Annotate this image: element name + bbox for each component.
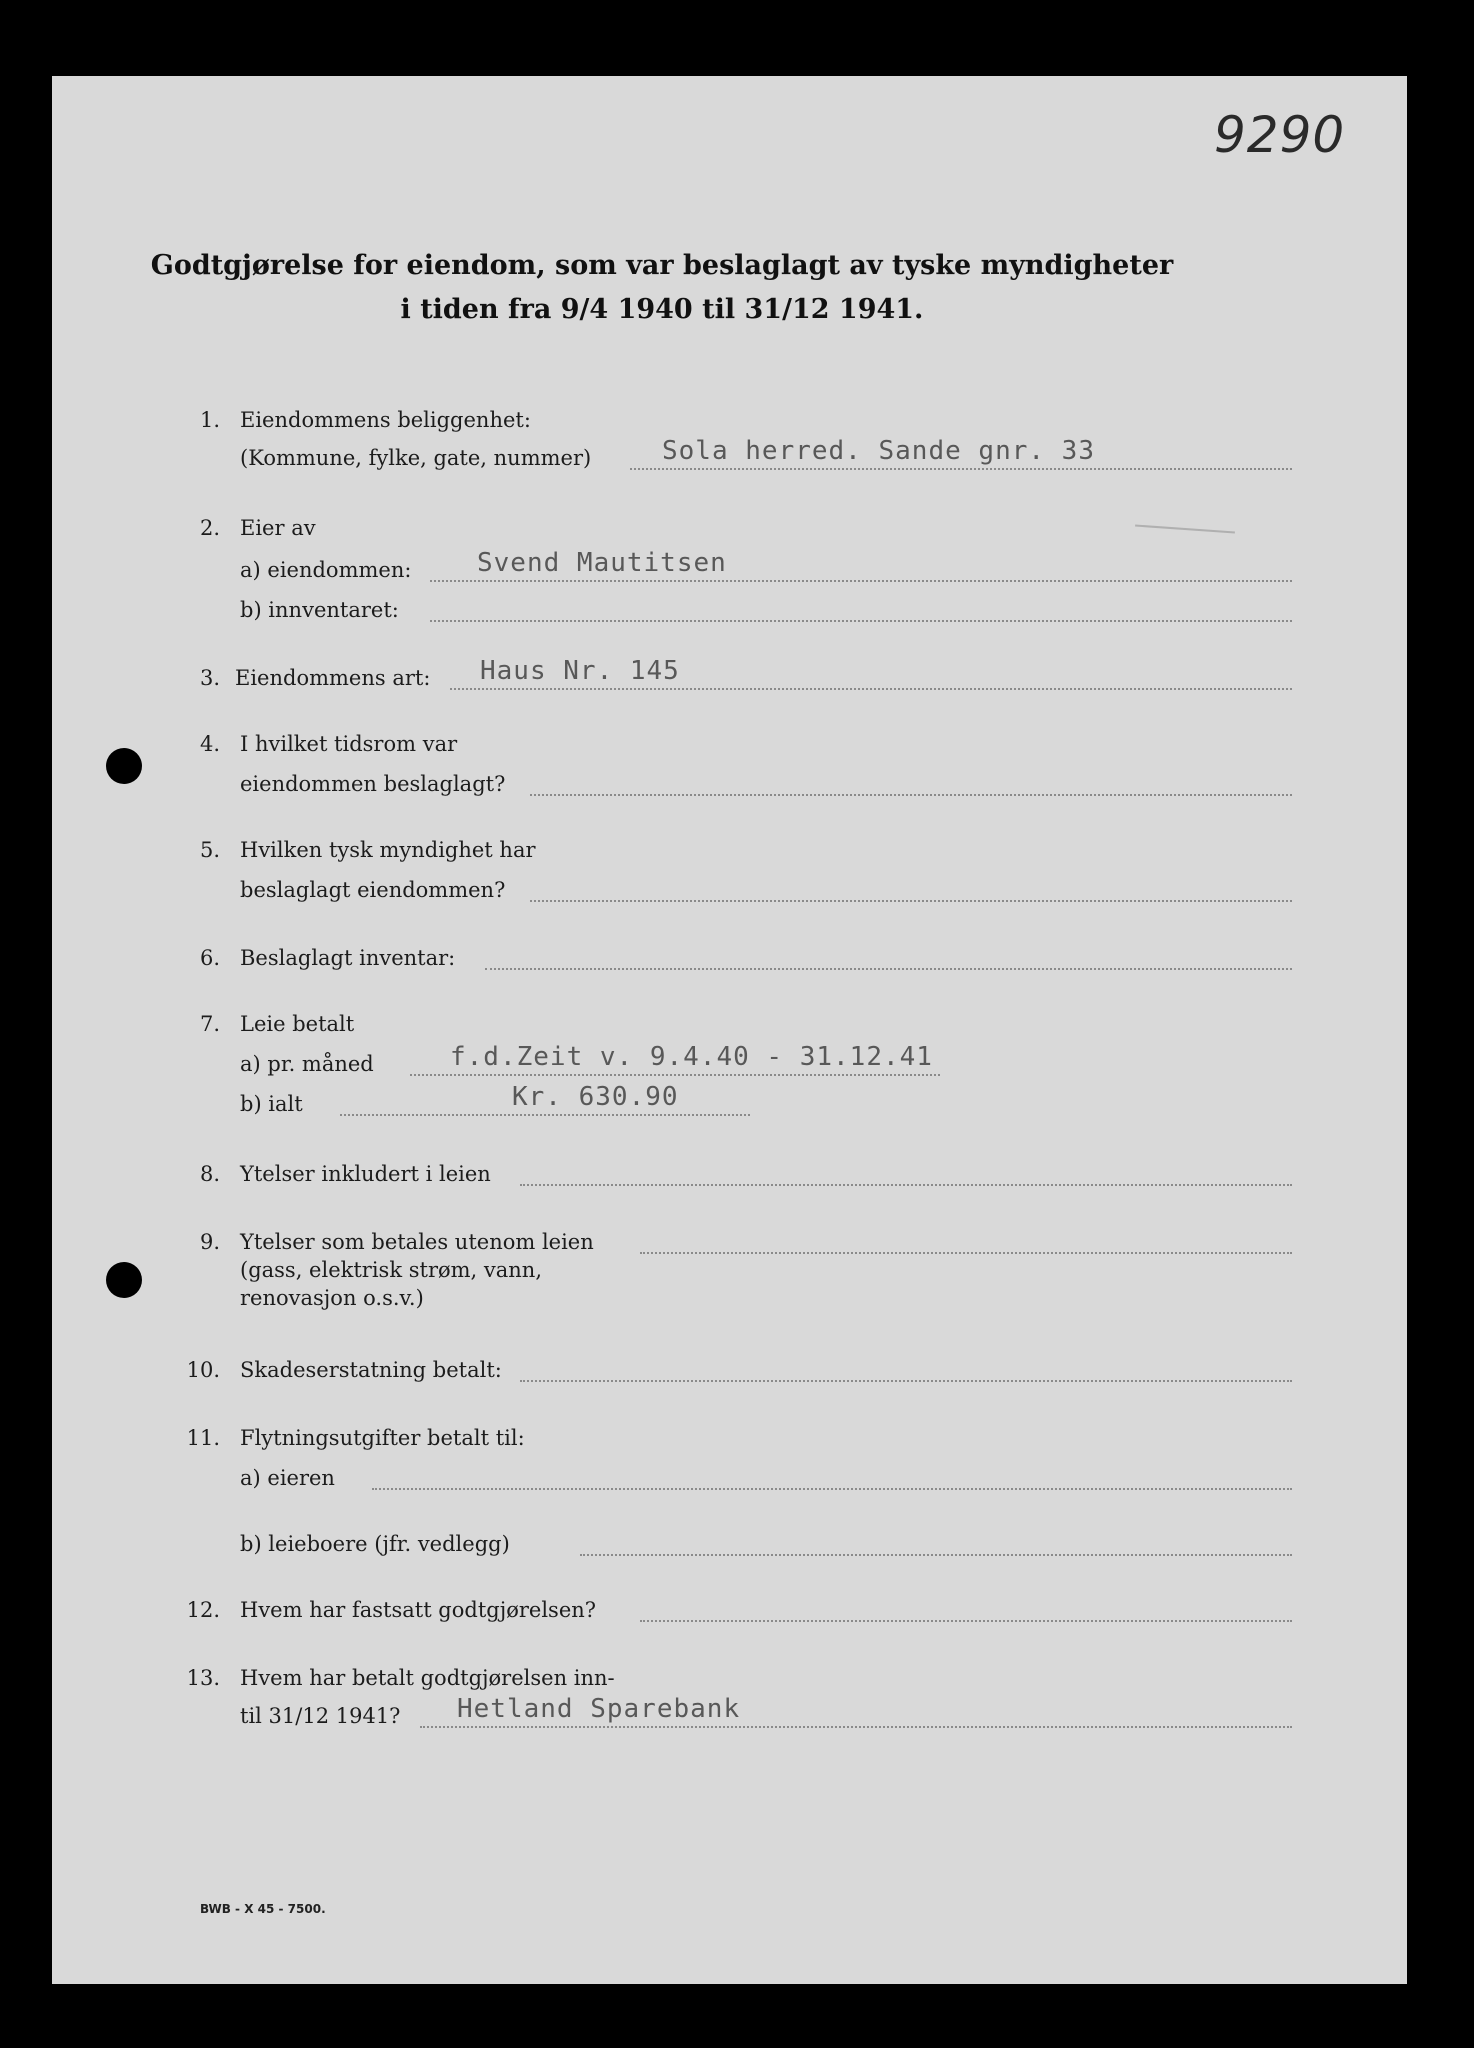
item-11a-label: a) eieren [240, 1466, 335, 1490]
item-11-label: Flytningsutgifter betalt til: [240, 1426, 525, 1450]
item-13-line [420, 1726, 1292, 1728]
punch-hole-top [106, 748, 142, 784]
item-6-number: 6. [199, 946, 220, 970]
item-3-line [450, 688, 1292, 690]
item-5-line [530, 900, 1292, 902]
item-9-sublabel-1: (gass, elektrisk strøm, vann, [240, 1258, 542, 1282]
item-11a-line [372, 1488, 1292, 1490]
item-9-line [640, 1252, 1292, 1254]
item-11-number: 11. [186, 1426, 220, 1450]
item-2-label: Eier av [240, 516, 316, 540]
item-5-number: 5. [199, 838, 220, 862]
pen-stroke [1135, 525, 1235, 534]
item-3-label: Eiendommens art: [235, 666, 431, 690]
item-2b-label: b) innventaret: [240, 598, 399, 622]
form-sheet [52, 76, 1407, 1984]
item-11b-line [580, 1554, 1292, 1556]
item-7b-value: Kr. 630.90 [512, 1082, 679, 1112]
item-10-label: Skadeserstatning betalt: [240, 1358, 502, 1382]
punch-hole-bottom [106, 1262, 142, 1298]
item-2a-label: a) eiendommen: [240, 558, 412, 582]
item-9-label: Ytelser som betales utenom leien [240, 1230, 594, 1254]
item-13-number: 13. [186, 1666, 220, 1690]
item-3-value: Haus Nr. 145 [480, 656, 680, 686]
item-2a-line [430, 580, 1292, 582]
item-1-value: Sola herred. Sande gnr. 33 [662, 436, 1095, 466]
title-line-1: Godtgjørelse for eiendom, som var beslaglagt av tyske myndigheter [150, 250, 1174, 281]
item-3-number: 3. [199, 666, 220, 690]
item-10-number: 10. [186, 1358, 220, 1382]
item-7-label: Leie betalt [240, 1012, 355, 1036]
item-4-sublabel: eiendommen beslaglagt? [240, 772, 506, 796]
item-11b-label: b) leieboere (jfr. vedlegg) [240, 1532, 510, 1556]
item-13-sublabel: til 31/12 1941? [240, 1704, 401, 1728]
item-6-label: Beslaglagt inventar: [240, 946, 456, 970]
item-1-number: 1. [199, 408, 220, 432]
item-9-sublabel-2: renovasjon o.s.v.) [240, 1286, 424, 1310]
item-7a-value: f.d.Zeit v. 9.4.40 - 31.12.41 [450, 1042, 933, 1072]
title-line-2: i tiden fra 9/4 1940 til 31/12 1941. [400, 294, 924, 325]
print-code: BWB - X 45 - 7500. [200, 1902, 326, 1916]
item-4-label: I hvilket tidsrom var [240, 732, 458, 756]
handwritten-number: 9290 [1214, 106, 1346, 164]
item-7a-line [410, 1074, 940, 1076]
item-13-label: Hvem har betalt godtgjørelsen inn- [240, 1666, 615, 1690]
item-8-label: Ytelser inkludert i leien [240, 1162, 491, 1186]
item-12-number: 12. [186, 1598, 220, 1622]
item-6-line [485, 968, 1292, 970]
form-title [52, 244, 1272, 332]
item-2b-line [430, 620, 1292, 622]
item-4-line [530, 794, 1292, 796]
item-7b-line [340, 1114, 750, 1116]
item-1-line [630, 468, 1292, 470]
item-2-number: 2. [199, 516, 220, 540]
item-5-sublabel: beslaglagt eiendommen? [240, 878, 506, 902]
item-7-number: 7. [199, 1012, 220, 1036]
item-12-line [640, 1620, 1292, 1622]
item-10-line [520, 1380, 1292, 1382]
item-13-value: Hetland Sparebank [457, 1694, 741, 1724]
item-12-label: Hvem har fastsatt godtgjørelsen? [240, 1598, 597, 1622]
item-9-number: 9. [199, 1230, 220, 1254]
item-1-sublabel: (Kommune, fylke, gate, nummer) [240, 446, 592, 470]
item-5-label: Hvilken tysk myndighet har [240, 838, 536, 862]
item-8-line [520, 1184, 1292, 1186]
item-4-number: 4. [199, 732, 220, 756]
item-1-label: Eiendommens beliggenhet: [240, 408, 531, 432]
item-2a-value: Svend Mautitsen [477, 548, 727, 578]
item-8-number: 8. [199, 1162, 220, 1186]
item-7a-label: a) pr. måned [240, 1052, 374, 1076]
item-7b-label: b) ialt [240, 1092, 303, 1116]
